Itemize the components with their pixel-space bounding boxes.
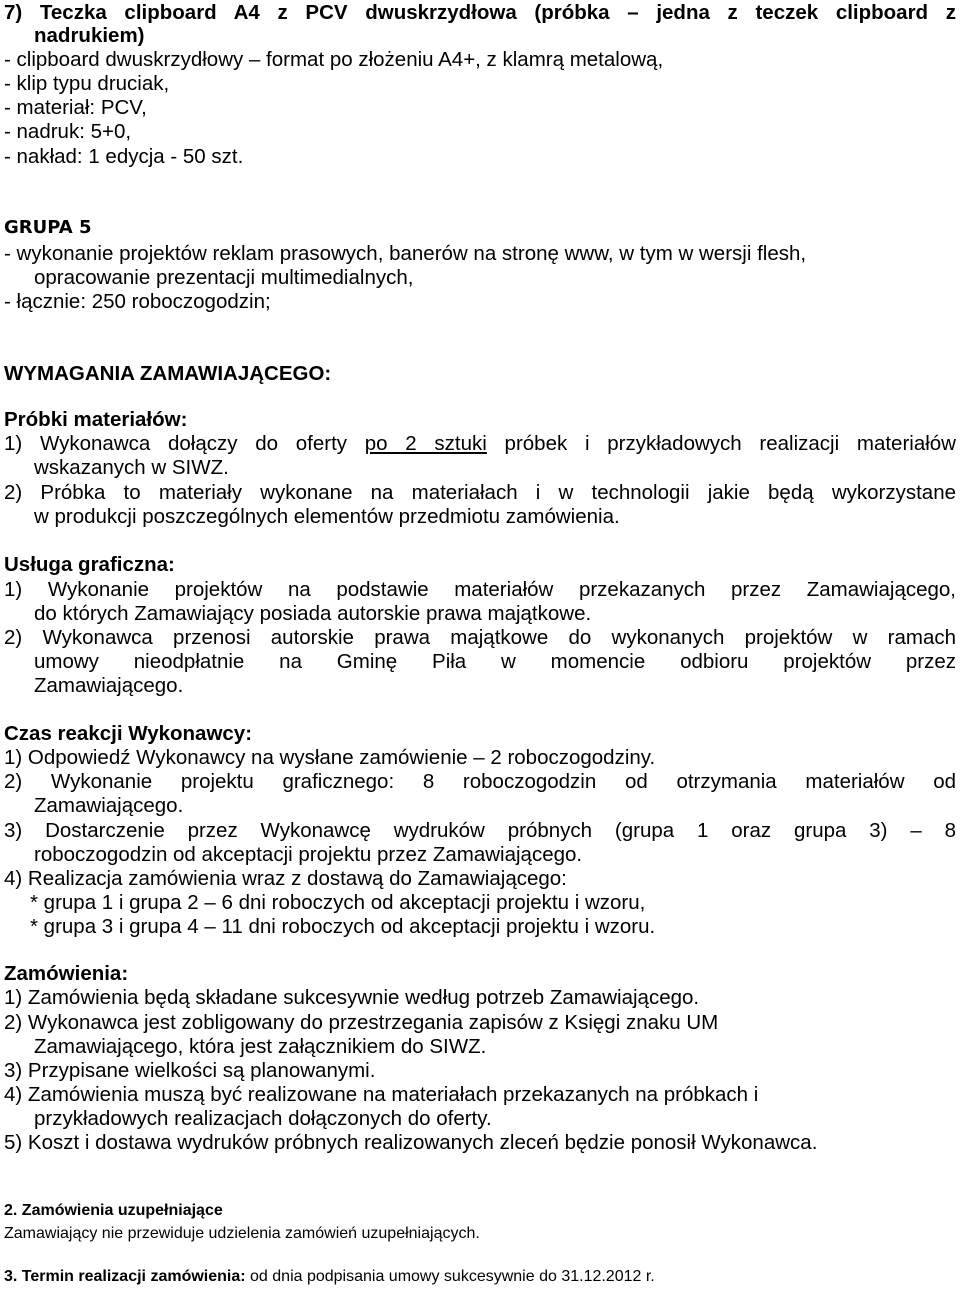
orders-line: 4) Zamówienia muszą być realizowane na materiałach przekazanych na próbkach i <box>4 1083 759 1106</box>
graphic-line: Zamawiającego. <box>34 674 184 697</box>
reaction-line: 3) Dostarczenie przez Wykonawcę wydruków próbnych (grupa 1 oraz grupa 3) – 8 <box>4 819 956 842</box>
section7-item: - nakład: 1 edycja - 50 szt. <box>4 145 244 168</box>
section7-item: - nadruk: 5+0, <box>4 120 132 143</box>
deadline-label: 3. Termin realizacji zamówienia: <box>4 1268 246 1285</box>
samples-text: 1) Wykonawca dołączy do oferty <box>4 432 365 455</box>
orders-line: 5) Koszt i dostawa wydruków próbnych realizowanych zleceń będzie ponosił Wykonawca. <box>4 1131 818 1154</box>
orders-line: 3) Przypisane wielkości są planowanymi. <box>4 1059 376 1082</box>
section7-item: - klip typu druciak, <box>4 72 170 95</box>
group5-title: GRUPA 5 <box>4 217 92 238</box>
graphic-line: do których Zamawiający posiada autorskie prawa majątkowe. <box>34 602 592 625</box>
reaction-title: Czas reakcji Wykonawcy: <box>4 722 253 745</box>
orders-line: Zamawiającego, która jest załącznikiem do SIWZ. <box>34 1035 487 1058</box>
graphic-line: 1) Wykonanie projektów na podstawie materiałów przekazanych przez Zamawiającego, <box>4 578 956 601</box>
orders-line: 1) Zamówienia będą składane sukcesywnie według potrzeb Zamawiającego. <box>4 986 700 1009</box>
reaction-line: 1) Odpowiedź Wykonawcy na wysłane zamówienie – 2 roboczogodziny. <box>4 746 656 769</box>
section7-item: - materiał: PCV, <box>4 96 147 119</box>
orders-title: Zamówienia: <box>4 962 129 985</box>
reaction-line: 4) Realizacja zamówienia wraz z dostawą do Zamawiającego: <box>4 867 567 890</box>
supplementary-title: 2. Zamówienia uzupełniające <box>4 1202 223 1219</box>
section7-title-line2: nadrukiem) <box>34 24 145 47</box>
section7-title-line1: 7) Teczka clipboard A4 z PCV dwuskrzydłowa (próbka – jedna z teczek clipboard z <box>4 1 956 24</box>
graphic-title: Usługa graficzna: <box>4 553 175 576</box>
reaction-line: roboczogodzin od akceptacji projektu przez Zamawiającego. <box>34 843 583 866</box>
samples-line: 2) Próbka to materiały wykonane na materiałach i w technologii jakie będą wykorzystane <box>4 481 956 504</box>
samples-underlined: po 2 sztuki <box>364 432 487 455</box>
reaction-line: * grupa 3 i grupa 4 – 11 dni roboczych od akceptacji projektu i wzoru. <box>30 915 656 938</box>
deadline-line <box>4 1267 655 1287</box>
samples-title: Próbki materiałów: <box>4 408 188 431</box>
requirements-title: WYMAGANIA ZAMAWIAJĄCEGO: <box>4 362 332 385</box>
samples-line: w produkcji poszczególnych elementów przedmiotu zamówienia. <box>34 505 620 528</box>
orders-line: przykładowych realizacjach dołączonych do oferty. <box>34 1107 492 1130</box>
samples-line: wskazanych w SIWZ. <box>34 456 229 479</box>
orders-line: 2) Wykonawca jest zobligowany do przestrzegania zapisów z Księgi znaku UM <box>4 1011 719 1034</box>
graphic-line: 2) Wykonawca przenosi autorskie prawa majątkowe do wykonanych projektów w ramach <box>4 626 956 649</box>
samples-text: próbek i przykładowych realizacji materiałów <box>486 432 956 455</box>
graphic-line: umowy nieodpłatnie na Gminę Piła w momencie odbioru projektów przez <box>34 650 956 673</box>
section7-item: - clipboard dwuskrzydłowy – format po złożeniu A4+, z klamrą metalową, <box>4 48 664 71</box>
reaction-line: 2) Wykonanie projektu graficznego: 8 roboczogodzin od otrzymania materiałów od <box>4 770 956 793</box>
reaction-line: * grupa 1 i grupa 2 – 6 dni roboczych od akceptacji projektu i wzoru, <box>30 891 646 914</box>
reaction-line: Zamawiającego. <box>34 794 184 817</box>
samples-line <box>4 432 956 456</box>
group5-line: - wykonanie projektów reklam prasowych, banerów na stronę www, w tym w wersji flesh, <box>4 242 807 265</box>
group5-line: - łącznie: 250 roboczogodzin; <box>4 290 271 313</box>
supplementary-text: Zamawiający nie przewiduje udzielenia zamówień uzupełniających. <box>4 1225 480 1242</box>
group5-line: opracowanie prezentacji multimedialnych, <box>34 266 414 289</box>
deadline-text: od dnia podpisania umowy sukcesywnie do 31.12.2012 r. <box>245 1268 655 1285</box>
